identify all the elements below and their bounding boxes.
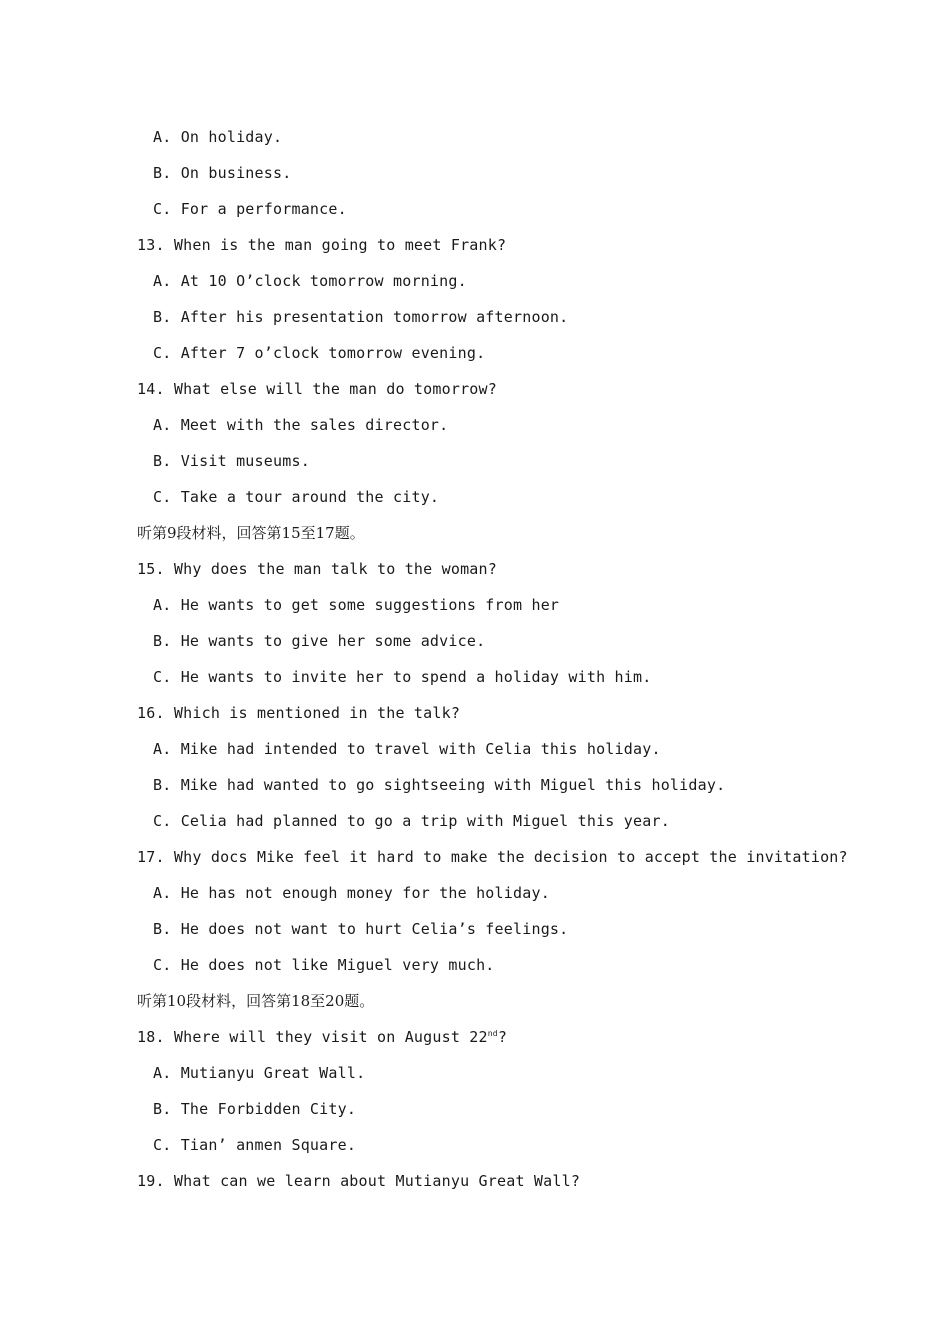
option-b: B. The Forbidden City. bbox=[153, 1100, 357, 1118]
option-b: B. He wants to give her some advice. bbox=[153, 632, 486, 650]
option-c: C. Take a tour around the city. bbox=[153, 488, 440, 506]
option-c: C. Tian’ anmen Square. bbox=[153, 1136, 357, 1154]
option-c: C. After 7 o’clock tomorrow evening. bbox=[153, 344, 486, 362]
exam-page bbox=[0, 119, 950, 1199]
option-c: C. For a performance. bbox=[153, 200, 347, 218]
option-a: A. On holiday. bbox=[153, 128, 283, 146]
question-19: 19. What can we learn about Mutianyu Great Wall? bbox=[137, 1172, 581, 1190]
option-b: B. He does not want to hurt Celia’s feelings. bbox=[153, 920, 569, 938]
section-heading-9: 听第9段材料，回答第15至17题。 bbox=[137, 524, 365, 542]
question-15: 15. Why does the man talk to the woman? bbox=[137, 560, 497, 578]
question-16: 16. Which is mentioned in the talk? bbox=[137, 704, 461, 722]
question-13: 13. When is the man going to meet Frank? bbox=[137, 236, 507, 254]
option-b: B. Mike had wanted to go sightseeing with Miguel this holiday. bbox=[153, 776, 726, 794]
option-b: B. Visit museums. bbox=[153, 452, 310, 470]
section-heading-10: 听第10段材料，回答第18至20题。 bbox=[137, 992, 375, 1010]
question-18 bbox=[0, 1019, 950, 1055]
option-c: C. He does not like Miguel very much. bbox=[153, 956, 495, 974]
option-a: A. He wants to get some suggestions from her bbox=[153, 596, 560, 614]
option-a: A. Meet with the sales director. bbox=[153, 416, 449, 434]
ordinal-suffix: nd bbox=[487, 1029, 498, 1038]
option-a: A. He has not enough money for the holiday. bbox=[153, 884, 550, 902]
option-c: C. He wants to invite her to spend a holiday with him. bbox=[153, 668, 652, 686]
option-b: B. On business. bbox=[153, 164, 292, 182]
question-14: 14. What else will the man do tomorrow? bbox=[137, 380, 497, 398]
option-c: C. Celia had planned to go a trip with Miguel this year. bbox=[153, 812, 670, 830]
question-17: 17. Why docs Mike feel it hard to make the decision to accept the invitation? bbox=[137, 848, 848, 866]
question-mark: ? bbox=[497, 1028, 508, 1046]
option-a: A. Mike had intended to travel with Celia this holiday. bbox=[153, 740, 661, 758]
question-18-text: 18. Where will they visit on August 22 bbox=[137, 1028, 488, 1046]
option-b: B. After his presentation tomorrow afternoon. bbox=[153, 308, 569, 326]
option-a: A. At 10 O’clock tomorrow morning. bbox=[153, 272, 467, 290]
option-a: A. Mutianyu Great Wall. bbox=[153, 1064, 366, 1082]
